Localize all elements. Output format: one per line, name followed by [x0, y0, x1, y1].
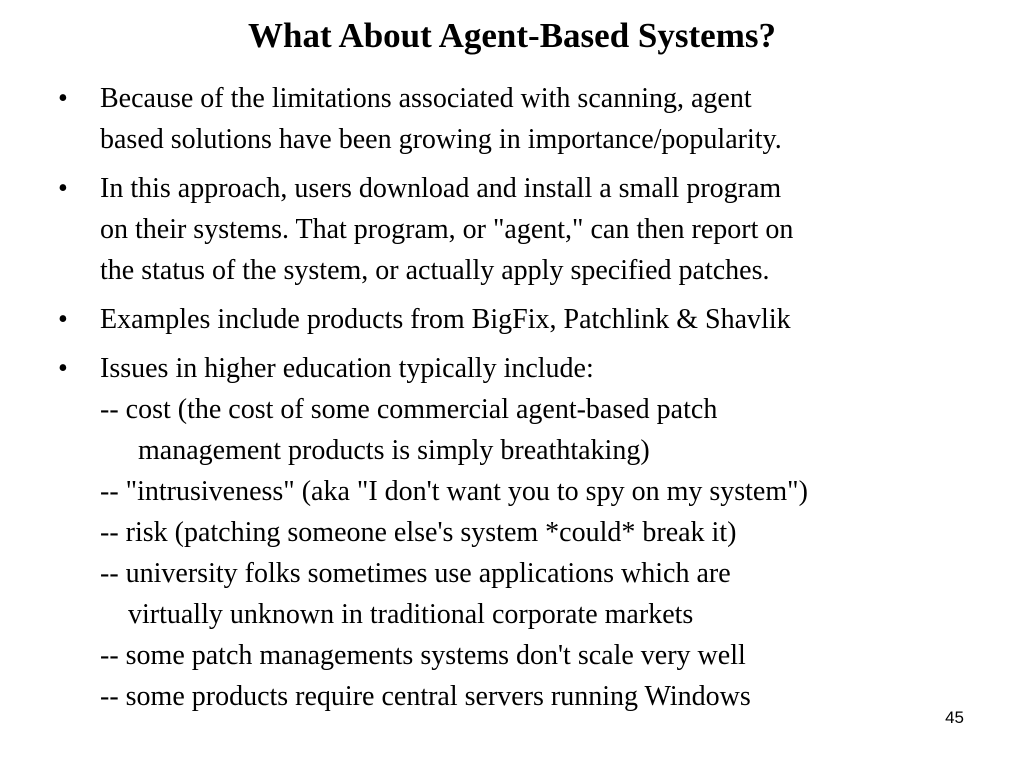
- bullet-text-line: Because of the limitations associated with scanning, agent: [100, 83, 752, 114]
- bullet-text-line: based solutions have been growing in importance/popularity.: [100, 124, 782, 155]
- bullet-text-line: on their systems. That program, or "agent," can then report on: [100, 214, 794, 245]
- sub-item-line: -- university folks sometimes use applications which are: [100, 558, 731, 589]
- bullet-item: [0, 78, 1024, 160]
- sub-item-line: -- some products require central servers running Windows: [100, 681, 751, 712]
- bullet-list: [0, 78, 1024, 717]
- sub-item-line: -- risk (patching someone else's system *could* break it): [100, 517, 737, 548]
- sub-item-line: -- "intrusiveness" (aka "I don't want you to spy on my system"): [100, 476, 808, 507]
- sub-item-line: -- cost (the cost of some commercial agent-based patch: [100, 394, 718, 425]
- bullet-dot-icon: •: [58, 173, 68, 204]
- bullet-text-line: the status of the system, or actually apply specified patches.: [100, 255, 770, 286]
- sub-item-continuation: virtually unknown in traditional corporate markets: [128, 599, 694, 630]
- bullet-item: [0, 348, 1024, 717]
- bullet-text-line: Examples include products from BigFix, Patchlink & Shavlik: [100, 304, 791, 335]
- bullet-text-line: In this approach, users download and install a small program: [100, 173, 782, 204]
- bullet-dot-icon: •: [58, 83, 68, 114]
- bullet-item: [0, 299, 1024, 340]
- bullet-dot-icon: •: [58, 304, 68, 335]
- bullet-item: [0, 168, 1024, 291]
- sub-item-line: -- some patch managements systems don't scale very well: [100, 640, 746, 671]
- page-number: 45: [945, 708, 964, 727]
- bullet-dot-icon: •: [58, 353, 68, 384]
- bullet-text-line: Issues in higher education typically include:: [100, 353, 594, 384]
- sub-item-continuation: management products is simply breathtaking): [138, 435, 650, 466]
- slide-title: What About Agent-Based Systems?: [248, 16, 776, 55]
